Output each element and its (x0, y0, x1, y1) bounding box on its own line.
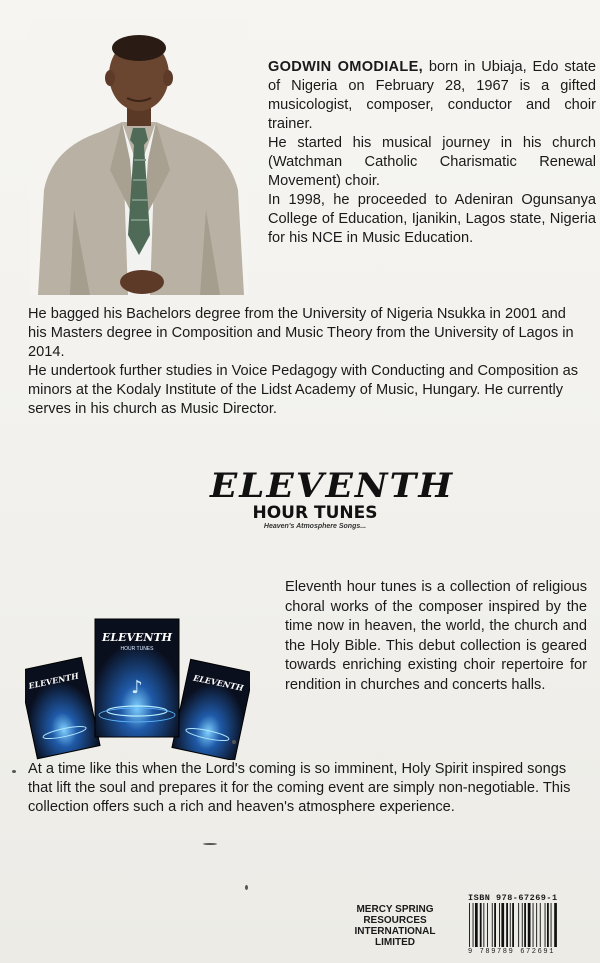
svg-text:HOUR TUNES: HOUR TUNES (120, 646, 154, 652)
book-cover-left (25, 657, 100, 758)
bio-paragraph-5: He undertook further studies in Voice Pedagogy with Conducting and Composition as minors at the Kodaly Institute of the Lidst Academy of Music, Hungary. He currently serves in his church as Music Director. (28, 363, 579, 417)
publisher-line-1: MERCY SPRING (356, 904, 434, 915)
scan-speck (232, 740, 236, 744)
book-description (285, 578, 587, 695)
logo-tagline: Heaven's Atmosphere Songs... (263, 523, 367, 530)
book-cover-center (95, 619, 179, 737)
logo-title: ELEVENTH (210, 466, 455, 506)
svg-text:ELEVENTH: ELEVENTH (101, 631, 173, 644)
scan-speck (203, 843, 217, 845)
author-bio-intro (268, 58, 596, 248)
svg-text:ELEVENTH: ELEVENTH (192, 672, 245, 693)
svg-text:ELEVENTH: ELEVENTH (27, 670, 80, 691)
bio-paragraph-1-text: born in Ubiaja, Edo state of Nigeria on February 28, 1967 is a gifted musicologist, composer, conductor and choir trainer. (268, 59, 597, 132)
barcode-digits: 9 789789 672691 (468, 948, 556, 956)
title-logo (210, 466, 455, 530)
svg-text:♪: ♪ (131, 677, 143, 698)
author-name: GODWIN OMODIALE, (268, 59, 423, 75)
logo-subtitle: HOUR TUNES (252, 503, 378, 523)
author-bio-continued (28, 305, 588, 419)
closing-statement (28, 760, 588, 817)
scan-speck (245, 885, 248, 890)
scan-speck (12, 770, 16, 773)
publisher-name (330, 904, 460, 948)
book-covers-image (25, 615, 250, 760)
bio-paragraph-3: In 1998, he proceeded to Adeniran Ogunsanya College of Education, Ijanikin, Lagos state, Nigeria for his NCE in Music Education. (268, 192, 596, 246)
description-text: Eleventh hour tunes is a collection of religious choral works of the composer inspired by the time now in heaven, the world, the church and the Holy Bible. This debut collection is geared towards enriching existing choir repertoire for rendition in churches and concerts halls. (285, 579, 587, 693)
publisher-line-2: RESOURCES INTERNATIONAL (354, 915, 436, 937)
closing-text: At a time like this when the Lord's coming is so imminent, Holy Spirit inspired songs that lift the soul and prepares it for the coming event are simply non-negotiable. This collection offers such a rich and heaven's atmosphere experience. (28, 761, 571, 815)
book-cover-right (172, 659, 250, 760)
bio-paragraph-4: He bagged his Bachelors degree from the University of Nigeria Nsukka in 2001 and his Masters degree in Composition and Music Theory from the University of Lagos in 2014. (28, 306, 574, 360)
bio-paragraph-1 (268, 58, 596, 134)
publisher-line-3: LIMITED (375, 937, 415, 948)
barcode (467, 903, 589, 953)
author-portrait (30, 20, 248, 295)
bio-paragraph-2: He started his musical journey in his church (Watchman Catholic Charismatic Renewal Movement) choir. (268, 135, 596, 189)
isbn-label: ISBN 978-67269-1 (468, 893, 558, 903)
